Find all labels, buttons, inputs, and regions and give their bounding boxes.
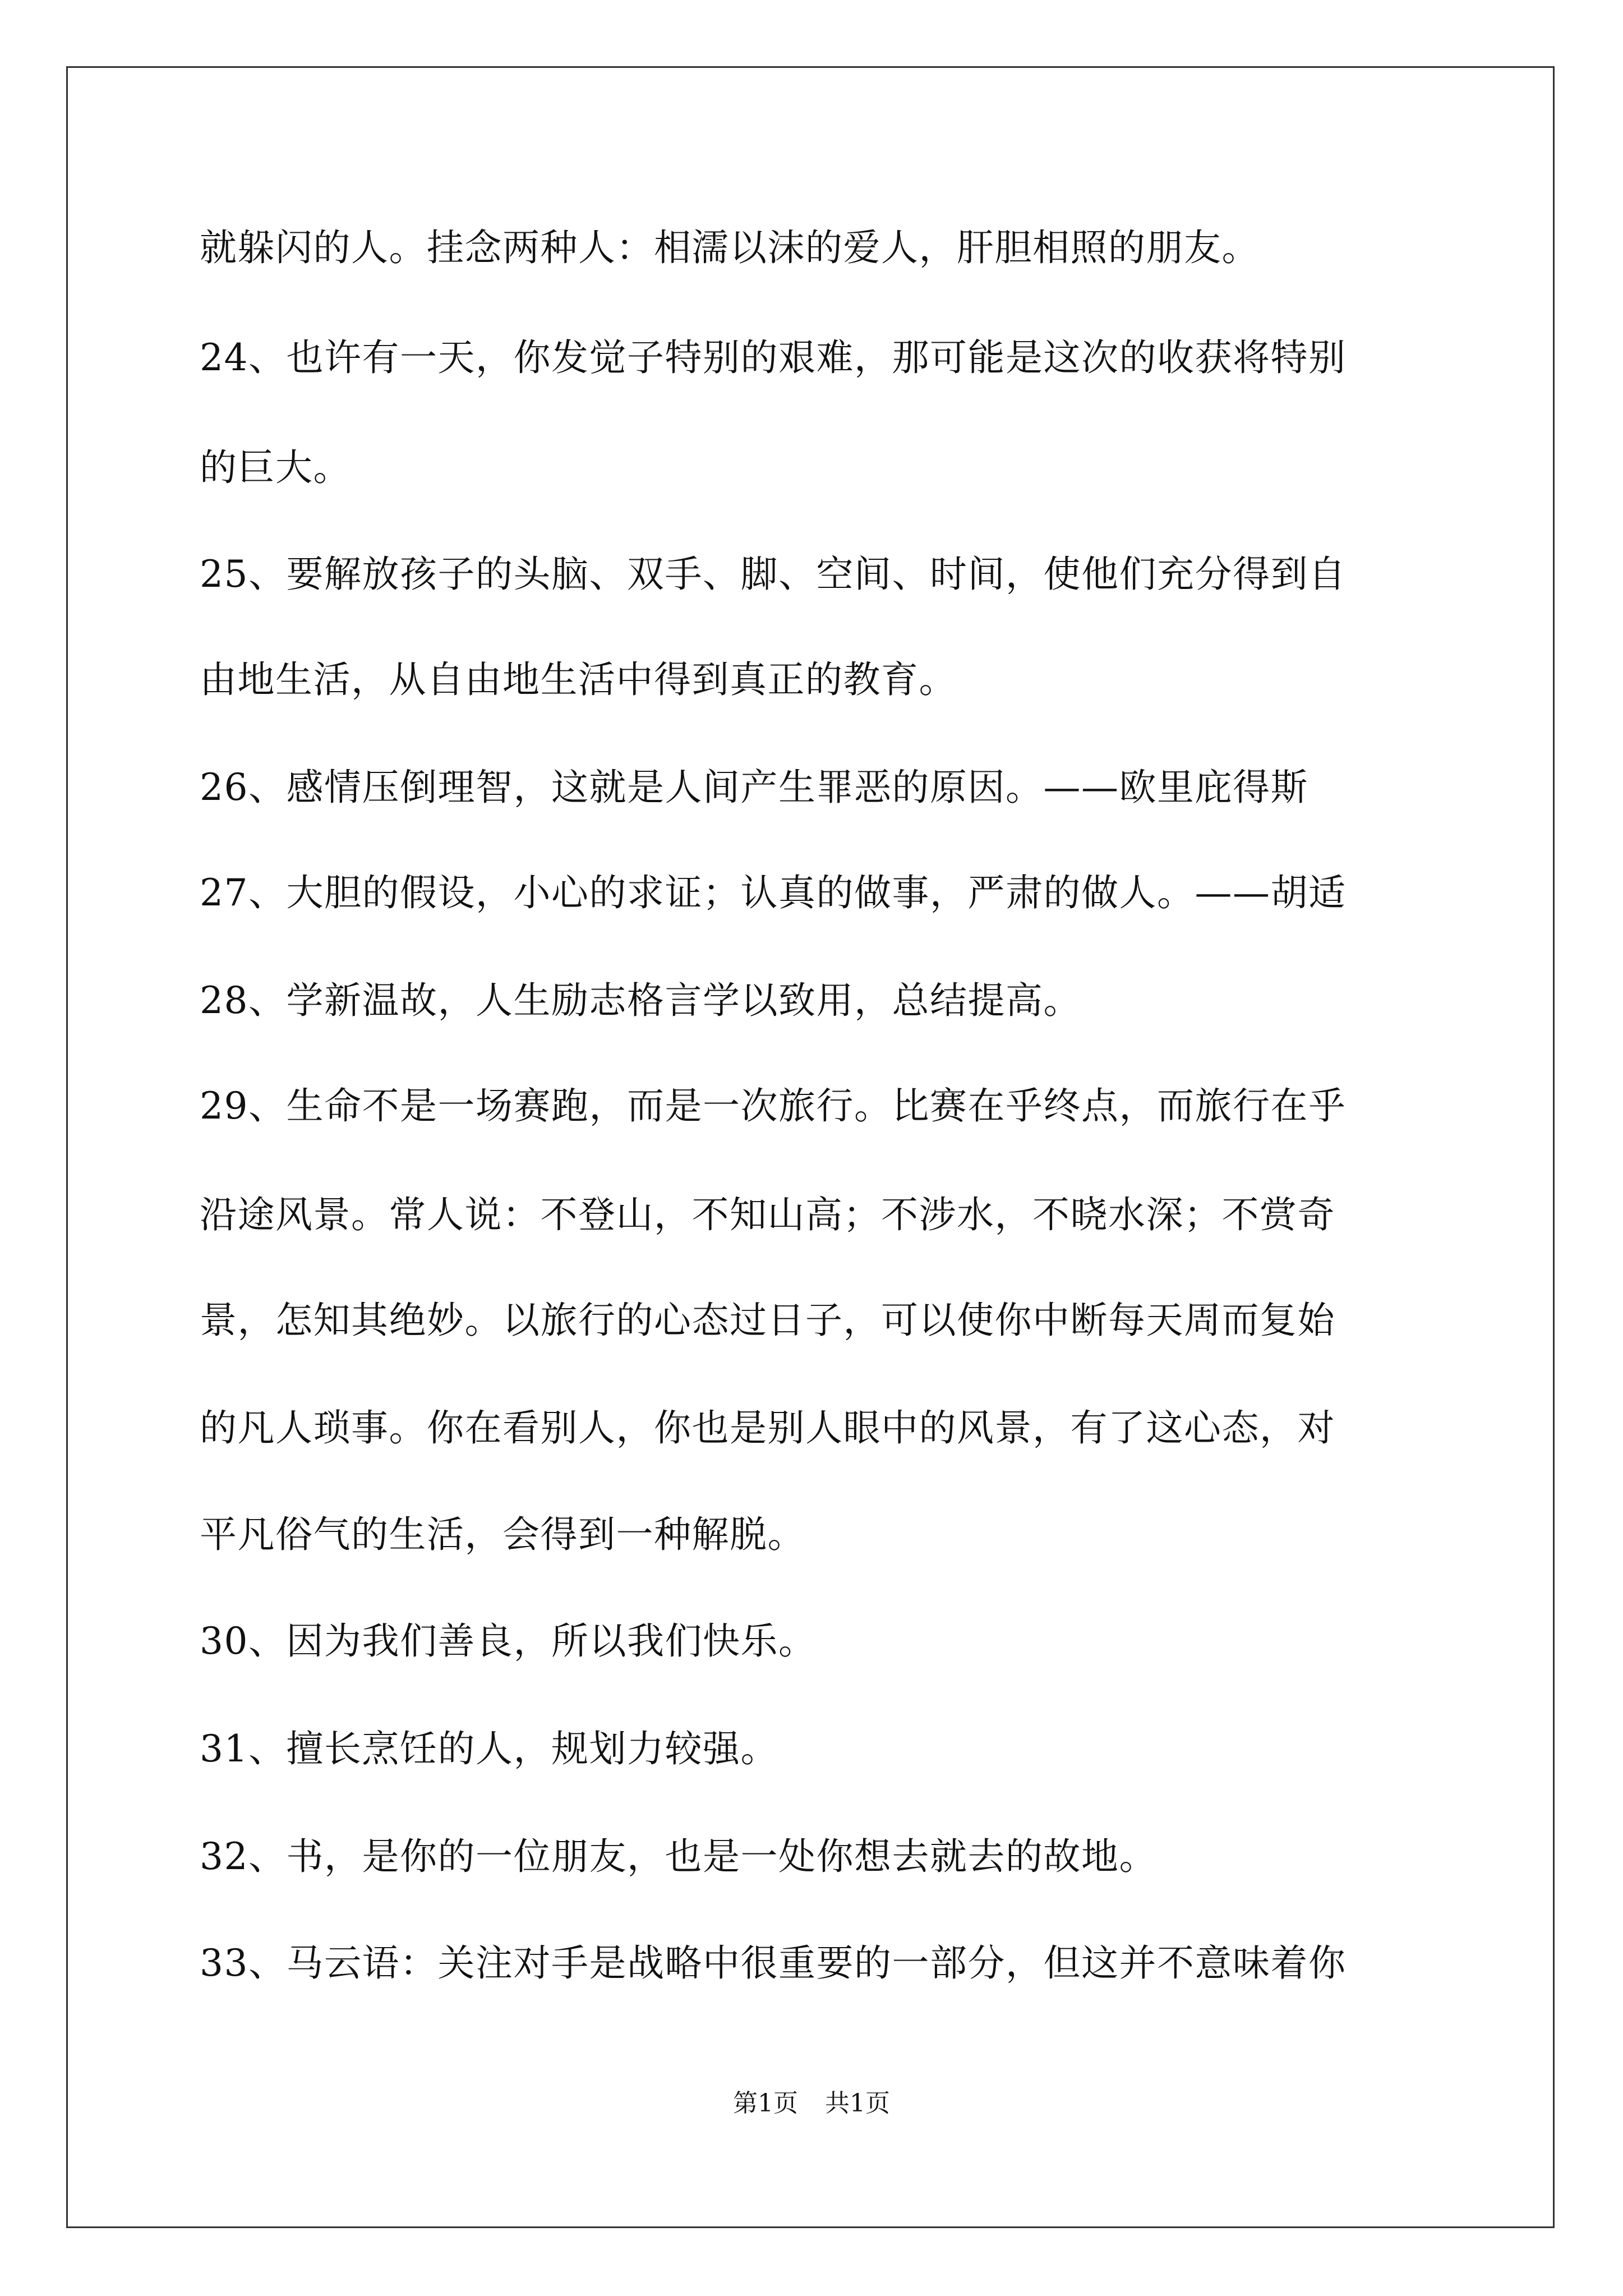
page-number: 第1页 xyxy=(733,2089,798,2118)
text-line: 24、也许有一天，你发觉子特别的艰难，那可能是这次的收获将特别 xyxy=(200,336,1347,379)
page-frame xyxy=(66,66,1555,2228)
text-line: 29、生命不是一场赛跑，而是一次旅行。比赛在乎终点，而旅行在乎 xyxy=(200,1084,1347,1128)
text-line: 32、书，是你的一位朋友，也是一处你想去就去的故地。 xyxy=(200,1835,1157,1878)
text-line: 沿途风景。常人说：不登山，不知山高；不涉水，不晓水深；不赏奇 xyxy=(200,1193,1335,1236)
text-line: 25、要解放孩子的头脑、双手、脚、空间、时间，使他们充分得到自 xyxy=(200,553,1347,596)
text-line: 33、马云语：关注对手是战略中很重要的一部分，但这并不意味着你 xyxy=(200,1941,1347,1985)
text-line: 28、学新温故，人生励志格言学以致用，总结提高。 xyxy=(200,979,1081,1022)
text-line: 的凡人琐事。你在看别人，你也是别人眼中的风景，有了这心态，对 xyxy=(200,1406,1335,1450)
text-line: 27、大胆的假设，小心的求证；认真的做事，严肃的做人。——胡适 xyxy=(200,871,1347,914)
text-line: 31、擅长烹饪的人，规划力较强。 xyxy=(200,1727,778,1770)
text-line: 由地生活，从自由地生活中得到真正的教育。 xyxy=(200,658,957,701)
text-line: 景，怎知其绝妙。以旅行的心态过日子，可以使你中断每天周而复始 xyxy=(200,1299,1335,1342)
page-footer xyxy=(0,2088,1623,2119)
text-line: 就躲闪的人。挂念两种人：相濡以沫的爱人，肝胆相照的朋友。 xyxy=(200,226,1260,269)
text-line: 平凡俗气的生活，会得到一种解脱。 xyxy=(200,1513,805,1556)
text-line: 26、感情压倒理智，这就是人间产生罪恶的原因。——欧里庇得斯 xyxy=(200,766,1308,809)
text-line: 30、因为我们善良，所以我们快乐。 xyxy=(200,1619,817,1663)
text-line: 的巨大。 xyxy=(200,446,351,489)
page-total: 共1页 xyxy=(825,2089,890,2118)
